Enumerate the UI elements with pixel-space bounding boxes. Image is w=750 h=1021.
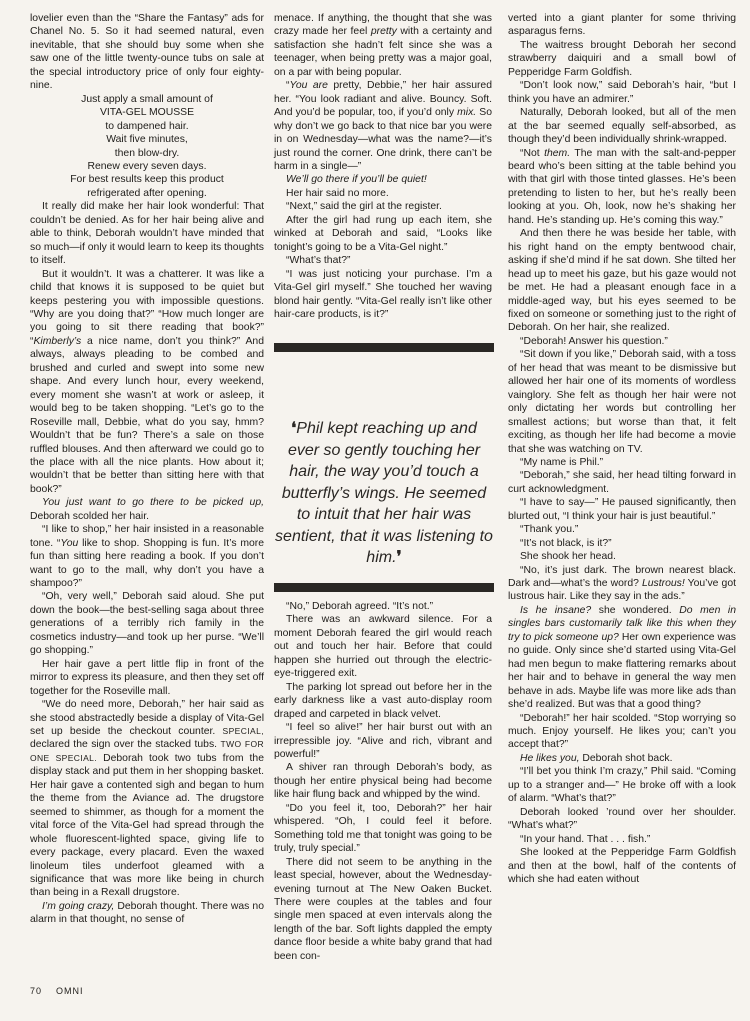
paragraph: Her hair gave a pert little flip in front of the mirror to express its pleasure, and then they set off together for the Roseville mall. [30, 658, 264, 697]
paragraph: “Deborah!” her hair scolded. “Stop worrying so much. Enjoy yourself. He likes you; can’t you accept that?” [508, 712, 736, 751]
paragraph: Deborah looked ’round over her shoulder. “What’s what?” [508, 806, 736, 832]
text-run: Deborah thought. There was no alarm in that thought, no sense of [30, 900, 264, 926]
paragraph [30, 698, 264, 900]
italic-run: Is he insane? [520, 604, 592, 616]
text-run: Her own experience was no guide. Only since she’d started using Vita-Gel had men begun to make flattering remarks about her hair and to behave in general the way men behave in ads. Maybe life was more like ads than she’d realized. But was that a good thing? [508, 631, 736, 711]
close-quote-mark: ❜ [396, 549, 402, 566]
paragraph: Her hair said no more. [286, 187, 389, 199]
column-2-top [274, 12, 492, 321]
paragraph [30, 268, 264, 497]
text-run: with a certainty and satisfaction she hadn’t felt since she was a teenager, when being pretty was a major goal, on a par with being popular. [274, 26, 492, 78]
paragraph: There was an awkward silence. For a moment Deborah feared the girl would reach out and touch her hair. Before that could happen she hurried out through the electric-eye-triggered exit. [274, 614, 492, 680]
paragraph: “I have to say—” He paused significantly, then blurted out, “I think your hair is just beautiful.” [508, 497, 736, 522]
paragraph [508, 752, 736, 765]
text-run: “ [286, 80, 290, 92]
ad-line: then blow-dry. [114, 147, 180, 159]
italic-run: pretty [370, 26, 397, 38]
italic-run: You are [289, 80, 328, 92]
magazine-name: OMNI [56, 986, 84, 996]
paragraph: It really did make her hair look wonderful: That couldn’t be denied. As for her hair being alive and able to think, Deborah wouldn’t have minded that so much—if only it would learn to keep its thoughts to itself. [30, 201, 264, 267]
paragraph: “Deborah,” she said, her head tilting forward in curt acknowledgment. [508, 470, 736, 495]
paragraph: “Oh, very well,” Deborah said aloud. She put down the book—the best-selling saga about three generations of a terribly rich family in the cosmetics industry—and took up her purse. “We’ll go shopping.” [30, 591, 264, 657]
paragraph: “My name is Phil.” [520, 456, 604, 468]
paragraph: She looked at the Pepperidge Farm Goldfish and then at the bowl, half of the contents of which she had eaten without [508, 847, 736, 885]
page-footer [30, 986, 98, 996]
paragraph: There did not seem to be anything in the least special, however, about the Wednesday-evening turnout at The New Oaken Bucket. There were couples at the tables and four single men spaced at even intervals along the length of the bar. Soft lights dappled the empty dance floor beside a white baby grand that had been con- [274, 856, 492, 962]
column-1 [30, 12, 264, 927]
italic-run: He likes you, [520, 752, 580, 764]
column-2-bottom [274, 600, 492, 963]
paragraph: She shook her head. [520, 551, 616, 563]
paragraph: “No,” Deborah agreed. “It’s not.” [286, 601, 434, 612]
ad-line: refrigerated after opening. [87, 187, 207, 199]
ad-line: to dampened hair. [105, 120, 189, 132]
text-run: But it wouldn’t. It was a chatterer. It was like a child that knows it is supposed to be quiet but keeps pestering you with impossible questions. “Why are you doing that?” “How much longer are you going to sit there reading that book?” “ [30, 268, 264, 347]
text-run: Deborah took two tubs from the display stack and put them in her shopping basket. Her hair gave a contented sigh and began to hum the theme from the Aviance ad. The drugstore seemed to shimmer, as though for a moment the vital force of the Vita-Gel had spread through the whole fluorescent-lighted space, giving life to every package, every placard. Even the waxed linoleum tiles underfoot gleamed with a significance that was more like being in church than being in a Rexall drugstore. [30, 752, 264, 899]
paragraph: “What’s that?” [286, 255, 351, 267]
text-run: pretty, Debbie,” her hair assured her. “You look radiant and alive. Bouncy. Soft. And you’d be popular, too, if you’d only [274, 80, 492, 119]
italic-run: You just want to go there to be picked up, [42, 497, 264, 509]
sign-text: SPECIAL, [222, 726, 264, 737]
pull-quote [274, 418, 494, 569]
paragraph: A shiver ran through Deborah’s body, as though her entire physical being had become like hair flung back and whipped by the wind. [274, 762, 492, 801]
italic-run: Kimberly’s [33, 335, 82, 347]
pull-quote-rule-bottom [274, 583, 494, 592]
text-run: Deborah shot back. [579, 752, 673, 764]
paragraph [30, 523, 264, 590]
text-run: “No, it’s just dark. The brown nearest black. Dark and—what’s the word? [508, 564, 736, 590]
pull-quote-text: Phil kept reaching up and ever so gently touching her hair, the way you’d touch a butterfly’s wings. He seemed to intuit that her hair was sentient, that it was listening to him. [275, 420, 493, 566]
paragraph: “Sit down if you like,” Deborah said, with a toss of her head that was meant to be dismissive but allowed her hair one of its moments of wordless vainglory. She felt as though her hair were not only dictating her words but controlling her smallest actions; but worse than that, it felt exciting, as though her life had become a movie that she was watching on TV. [508, 349, 736, 455]
italic-run: I’m going crazy, [42, 900, 115, 912]
paragraph: Naturally, Deborah looked, but all of the men at the bar seemed equally self-absorbed, as though they’d been individually shrink-wrapped. [508, 107, 736, 146]
paragraph [274, 79, 492, 173]
text-run: Deborah scolded her hair. [30, 510, 149, 522]
paragraph: “I’ll bet you think I’m crazy,” Phil said. “Coming up to a stranger and—” He broke off with a look of alarm. “What’s that?” [508, 766, 736, 805]
paragraph [30, 496, 264, 523]
text-run: The man with the salt-and-pepper beard who’s been sitting at the table behind you with that girl with those tinted glasses. He’s been pretending to listen to her, but he’s really been looking at you. Oh, look, now he’s shaking her hand. He’s standing up. He’s coming this way.” [508, 147, 736, 226]
paragraph: The parking lot spread out before her in the early darkness like a vast auto-display room draped and carpeted in black velvet. [274, 681, 492, 720]
paragraph [274, 12, 492, 79]
text-run: like to shop. Shopping is fun. It’s more fun than sitting here reading a book. If you don’t want to go to the mall, why don’t you have a shampoo?” [30, 537, 264, 590]
paragraph: “I was just noticing your purchase. I’m a Vita-Gel girl myself.” She touched her waving blond hair gently. “Vita-Gel really isn’t like other hair-care products, is it?” [274, 268, 492, 320]
paragraph: “Deborah! Answer his question.” [520, 335, 668, 347]
text-run: menace. If anything, the thought that she was crazy made her feel [274, 13, 492, 38]
text-run: “I like to shop,” her hair insisted in a reasonable tone. “ [30, 524, 264, 549]
paragraph: “In your hand. That . . . fish.” [520, 833, 651, 845]
paragraph: “I feel so alive!” her hair burst out with an irrepressible joy. “Alive and rich, vibrant and powerful!” [274, 722, 492, 760]
italic-run: We’ll go there if you’ll be quiet! [286, 174, 427, 186]
text-run: “We do need more, Deborah,” her hair said as she stood abstractedly beside a display of Vita-Gel set up beside the checkout counter. [30, 699, 264, 738]
paragraph: verted into a giant planter for some thriving asparagus ferns. [508, 13, 736, 38]
ad-line: Wait five minutes, [106, 134, 188, 146]
paragraph: “Thank you.” [520, 524, 579, 536]
ad-line: Renew every seven days. [87, 160, 207, 172]
paragraph: “Do you feel it, too, Deborah?” her hair whispered. “Oh, I could feel it before. Something told me that tonight was going to be truly, truly special.” [274, 802, 492, 855]
italic-run: mix. [457, 107, 477, 119]
ad-line: Just apply a small amount of [81, 93, 213, 105]
paragraph: After the girl had rung up each item, she winked at Deborah and said, “Looks like tonight’s going to be a Vita-Gel night.” [274, 214, 492, 253]
ad-line: VITA-GEL MOUSSE [99, 107, 195, 119]
paragraph [508, 147, 736, 228]
text-run: You’ve got lustrous hair. Like they say in the ads.” [508, 578, 736, 603]
italic-run: You [60, 537, 79, 549]
open-quote-mark: ❛ [291, 420, 297, 437]
text-run: she wondered. [591, 604, 680, 616]
paragraph: “Next,” said the girl at the register. [286, 201, 442, 213]
text-run: So why don’t we go back to that nice bar you were in on Wednesday—what was the name?—it’s just round the corner. One drink, there can’t be harm in a single—” [274, 107, 492, 172]
text-run: declared the sign over the stacked tubs. [30, 739, 221, 751]
paragraph: “Don’t look now,” said Deborah’s hair, “but I think you have an admirer.” [508, 80, 736, 105]
paragraph: The waitress brought Deborah her second strawberry daiquiri and a small bowl of Pepperidge Farm Goldfish. [508, 39, 736, 78]
ad-line: For best results keep this product [70, 174, 224, 186]
paragraph: lovelier even than the “Share the Fantasy” ads for Chanel No. 5. So it had seemed natural, even inevitable, that she should buy some when she saw one of the little twenty-ounce tubs on sale at the special introductory price of only four eighty-nine. [30, 13, 264, 92]
text-run: a nice name, don’t you think?” And always, always pleading to be combed and brushed and curled and swept into some new shape. And every lunch hour, every weekend, every moment she wasn’t at work or asleep, it would beg to be taken shopping. “Let’s go to the Roseville mall, Debbie, what do you say, hmm? Wouldn’t that be fun? There’s a sale on those ruffled blouses. And then afterward we could go to the place with all the nice plants. How about it; wouldn’t that be better than sitting here with that book?” [30, 335, 264, 495]
paragraph [508, 564, 736, 604]
sign-text: TWO FOR ONE SPECIAL. [30, 739, 264, 763]
paragraph: And then there he was beside her table, with his right hand on the empty bentwood chair, asking if she’d mind if he sat down. She tilted her head up to meet his gaze, but his gaze would not be met. He had a pleasant enough face in a middle-aged way, but his eyes seemed to be fixed on someone or something just to the right of Deborah. On her hair, she realized. [508, 228, 736, 334]
italic-run: Do men in singles bars customarily talk like this when they try to pick someone up? [508, 604, 737, 643]
pull-quote-rule-top [274, 343, 494, 352]
paragraph [30, 900, 264, 927]
italic-run: Lustrous! [642, 578, 685, 590]
paragraph: “It’s not black, is it?” [520, 537, 612, 549]
paragraph [274, 173, 492, 186]
paragraph [508, 604, 736, 712]
text-run: “Not [520, 147, 545, 159]
italic-run: them. [544, 147, 571, 159]
column-3 [508, 12, 736, 886]
page-number: 70 [30, 986, 43, 996]
